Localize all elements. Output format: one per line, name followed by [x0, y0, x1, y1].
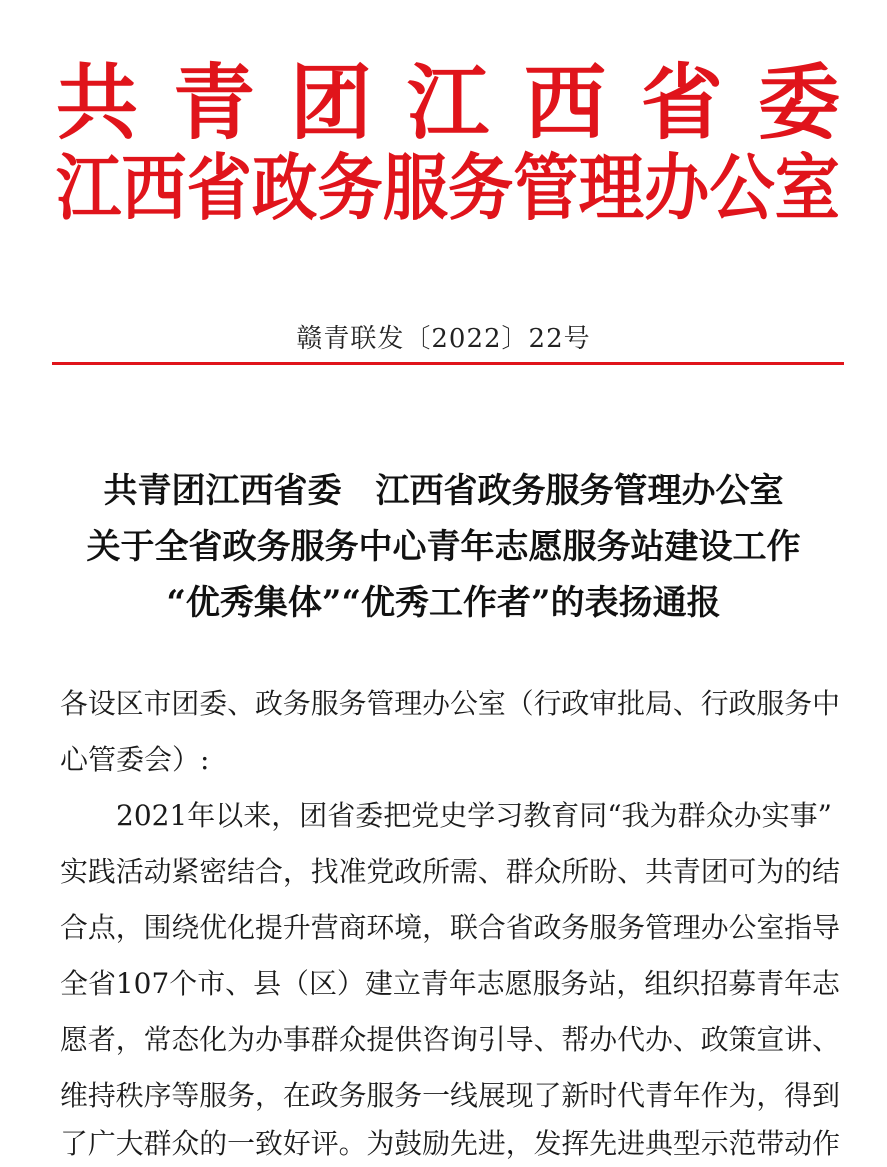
- body-line: 2021年以来，团省委把党史学习教育同“我为群众办实事”: [116, 799, 832, 832]
- body-line: 愿者，常态化为办事群众提供咨询引导、帮办代办、政策宣讲、: [60, 1023, 840, 1056]
- title-line-2: 关于全省政务服务中心青年志愿服务站建设工作: [86, 527, 801, 567]
- body-line: 全省107个市、县（区）建立青年志愿服务站，组织招募青年志: [60, 967, 840, 1000]
- header-org1-char: 省: [640, 55, 723, 151]
- header-org1: [56, 55, 840, 151]
- body-line: 了广大群众的一致好评。为鼓励先进，发挥先进典型示范带动作: [60, 1127, 840, 1160]
- header-org1-char: 江: [406, 55, 489, 151]
- header-org2: 江西省政务服务管理办公室: [56, 145, 840, 230]
- header-org1-char: 共: [56, 55, 139, 151]
- document-number: 赣青联发〔2022〕22号: [296, 324, 591, 354]
- header-org1-char: 西: [523, 55, 606, 151]
- title-line-1: 共青团江西省委 江西省政务服务管理办公室: [103, 471, 784, 511]
- body-line: 合点，围绕优化提升营商环境，联合省政务服务管理办公室指导: [60, 911, 840, 944]
- header-org1-char: 团: [289, 55, 372, 151]
- body-line: 心管委会）:: [60, 743, 210, 776]
- body-line: 维持秩序等服务，在政务服务一线展现了新时代青年作为，得到: [60, 1079, 840, 1112]
- title-line-3: “优秀集体”“优秀工作者”的表扬通报: [166, 583, 721, 623]
- header-org1-char: 青: [172, 55, 255, 151]
- body-line: 实践活动紧密结合，找准党政所需、群众所盼、共青团可为的结: [60, 855, 840, 888]
- header-divider: [52, 362, 844, 365]
- body-line: 各设区市团委、政务服务管理办公室（行政审批局、行政服务中: [60, 687, 840, 720]
- header-org1-char: 委: [757, 55, 840, 151]
